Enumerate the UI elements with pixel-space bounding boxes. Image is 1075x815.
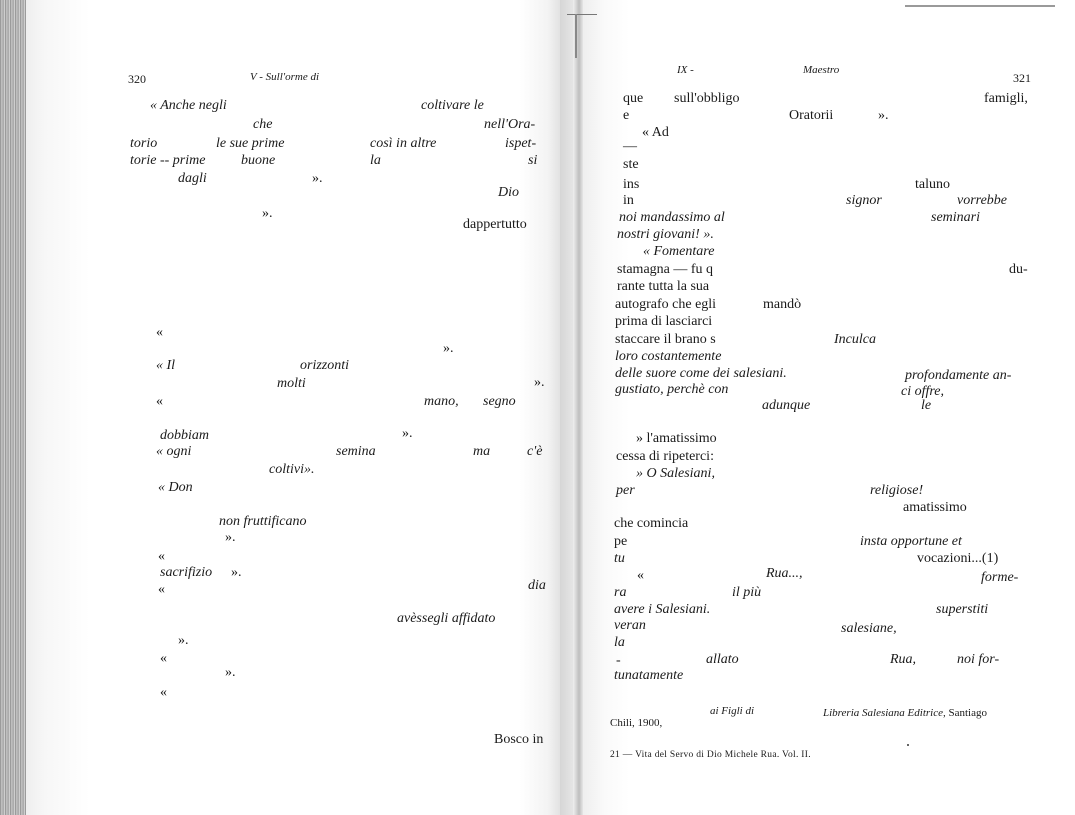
page-number: 321 xyxy=(1013,71,1031,85)
speck xyxy=(907,744,909,746)
text-fragment: coltivare le xyxy=(421,98,484,113)
text-fragment: dappertutto xyxy=(463,217,527,232)
text-fragment: ». xyxy=(312,171,323,186)
text-fragment: non fruttificano xyxy=(219,514,307,529)
footnote-text xyxy=(823,704,987,722)
text-fragment: religiose! xyxy=(870,483,924,498)
text-fragment: Rua..., xyxy=(766,566,803,581)
text-fragment: ». xyxy=(231,565,242,580)
text-fragment: allato xyxy=(706,652,739,667)
text-fragment: « xyxy=(637,568,644,583)
text-fragment: buone xyxy=(241,153,276,168)
text-fragment: dagli xyxy=(178,171,207,186)
text-fragment: « xyxy=(156,394,163,409)
text-fragment: Rua, xyxy=(890,652,917,667)
text-fragment: ma xyxy=(473,444,491,459)
text-fragment: nostri giovani! ». xyxy=(617,227,714,242)
text-fragment: sull'obbligo xyxy=(674,91,740,106)
text-fragment: che xyxy=(253,117,273,132)
text-fragment: dobbiam xyxy=(160,428,209,443)
text-fragment: molti xyxy=(277,376,306,391)
text-fragment: superstiti xyxy=(936,602,989,617)
text-fragment: adunque xyxy=(762,398,811,413)
text-fragment: pe xyxy=(614,534,628,549)
text-fragment: ». xyxy=(225,665,236,680)
text-fragment: sacrifizio xyxy=(160,565,213,580)
text-fragment: signor xyxy=(846,193,882,208)
text-fragment: noi for- xyxy=(957,652,1000,667)
footnote-publisher: Libreria Salesiana Editrice, xyxy=(823,707,946,719)
text-fragment: - xyxy=(616,653,621,668)
signature-line xyxy=(610,746,811,764)
text-fragment: coltivi». xyxy=(269,462,315,477)
text-fragment: ». xyxy=(402,426,413,441)
text-fragment: autografo che egli xyxy=(615,297,717,312)
text-fragment: « Il xyxy=(156,358,176,373)
right-page xyxy=(560,0,1075,815)
text-fragment: Bosco in xyxy=(494,732,544,747)
text-fragment: torie -- prime xyxy=(130,153,206,168)
text-fragment: tu xyxy=(614,551,625,566)
text-fragment: delle suore come dei salesiani. xyxy=(615,366,787,381)
text-fragment: gustiato, perchè con xyxy=(615,382,729,397)
text-fragment: stamagna — fu q xyxy=(617,262,714,277)
text-fragment: ». xyxy=(178,633,189,648)
text-fragment: semina xyxy=(336,444,376,459)
running-head: Maestro xyxy=(803,64,840,76)
text-fragment: « xyxy=(158,582,165,597)
text-fragment: » l'amatissimo xyxy=(636,431,717,446)
text-fragment: « Anche negli xyxy=(150,98,227,113)
text-fragment: ci offre, xyxy=(901,384,945,399)
text-fragment: « xyxy=(156,325,163,340)
edge-rule xyxy=(905,5,1055,7)
text-fragment: — xyxy=(623,139,637,154)
text-fragment: dia xyxy=(528,578,546,593)
text-fragment: « ogni xyxy=(156,444,192,459)
page-gutter xyxy=(573,0,583,815)
page-tab-mark xyxy=(575,14,577,58)
text-fragment: vorrebbe xyxy=(957,193,1008,208)
page-tab-mark xyxy=(567,14,597,15)
text-fragment: torio xyxy=(130,136,158,151)
text-fragment: e xyxy=(623,108,630,123)
text-fragment: le sue prime xyxy=(216,136,285,151)
text-fragment: mano, xyxy=(424,394,459,409)
text-fragment: rante tutta la sua xyxy=(617,279,710,294)
text-fragment: si xyxy=(528,153,538,168)
text-fragment: « xyxy=(160,685,167,700)
text-fragment: il più xyxy=(732,585,762,600)
text-fragment: nell'Ora- xyxy=(484,117,536,132)
text-fragment: noi mandassimo al xyxy=(619,210,725,225)
text-fragment: » O Salesiani, xyxy=(636,466,715,481)
text-fragment: tunatamente xyxy=(614,668,684,683)
text-fragment: ispet- xyxy=(505,136,537,151)
text-fragment: avèssegli affidato xyxy=(397,611,496,626)
book-binding xyxy=(0,0,26,815)
text-fragment: ins xyxy=(623,177,640,192)
text-fragment: ». xyxy=(534,375,545,390)
text-fragment: la xyxy=(370,153,381,168)
text-fragment: du- xyxy=(1009,262,1028,277)
signature-text: 21 — Vita del Servo di Dio Michele Rua. Vol. II. xyxy=(610,750,811,760)
text-fragment: ». xyxy=(225,530,236,545)
text-fragment: in xyxy=(623,193,634,208)
footnote-text: ai Figli di xyxy=(710,705,754,717)
text-fragment: cessa di ripeterci: xyxy=(616,449,714,464)
text-fragment: veran xyxy=(614,618,646,633)
text-fragment: loro costantemente xyxy=(615,349,722,364)
text-fragment: mandò xyxy=(763,297,802,312)
text-fragment: insta opportune et xyxy=(860,534,962,549)
text-fragment: taluno xyxy=(915,177,950,192)
text-fragment: forme- xyxy=(981,570,1019,585)
text-fragment: profondamente an- xyxy=(905,368,1012,383)
text-fragment: la xyxy=(614,635,625,650)
text-fragment: prima di lasciarci xyxy=(615,314,713,329)
text-fragment: « xyxy=(158,549,165,564)
text-fragment: segno xyxy=(483,394,516,409)
text-fragment: que xyxy=(623,91,644,106)
text-fragment: staccare il brano s xyxy=(615,332,716,347)
text-fragment: « Fomentare xyxy=(643,244,715,259)
text-fragment: così in altre xyxy=(370,136,437,151)
running-head: IX - xyxy=(677,64,694,76)
footnote-text: Chili, 1900, xyxy=(610,717,663,729)
footnote-city: Santiago xyxy=(948,707,987,719)
text-fragment: Inculca xyxy=(834,332,876,347)
text-fragment: Dio xyxy=(498,185,519,200)
text-fragment: c'è xyxy=(527,444,543,459)
text-fragment: seminari xyxy=(931,210,980,225)
text-fragment: vocazioni...(1) xyxy=(917,551,999,566)
text-fragment: Oratorii xyxy=(789,108,834,123)
text-fragment: ra xyxy=(614,585,627,600)
text-fragment: per xyxy=(616,483,635,498)
text-fragment: famigli, xyxy=(984,91,1028,106)
text-fragment: ». xyxy=(262,206,273,221)
page-number: 320 xyxy=(128,72,146,86)
text-fragment: « Don xyxy=(158,480,193,495)
text-fragment: ste xyxy=(623,157,639,172)
running-head: V - Sull'orme di xyxy=(250,71,320,83)
text-fragment: amatissimo xyxy=(903,500,967,515)
text-fragment: le xyxy=(921,398,932,413)
text-fragment: « xyxy=(160,651,167,666)
text-fragment: avere i Salesiani. xyxy=(614,602,711,617)
text-fragment: « Ad xyxy=(642,125,669,140)
text-fragment: ». xyxy=(443,341,454,356)
text-fragment: orizzonti xyxy=(300,358,350,373)
text-fragment: ». xyxy=(878,108,889,123)
text-fragment: che comincia xyxy=(614,516,689,531)
text-fragment: salesiane, xyxy=(841,621,897,636)
